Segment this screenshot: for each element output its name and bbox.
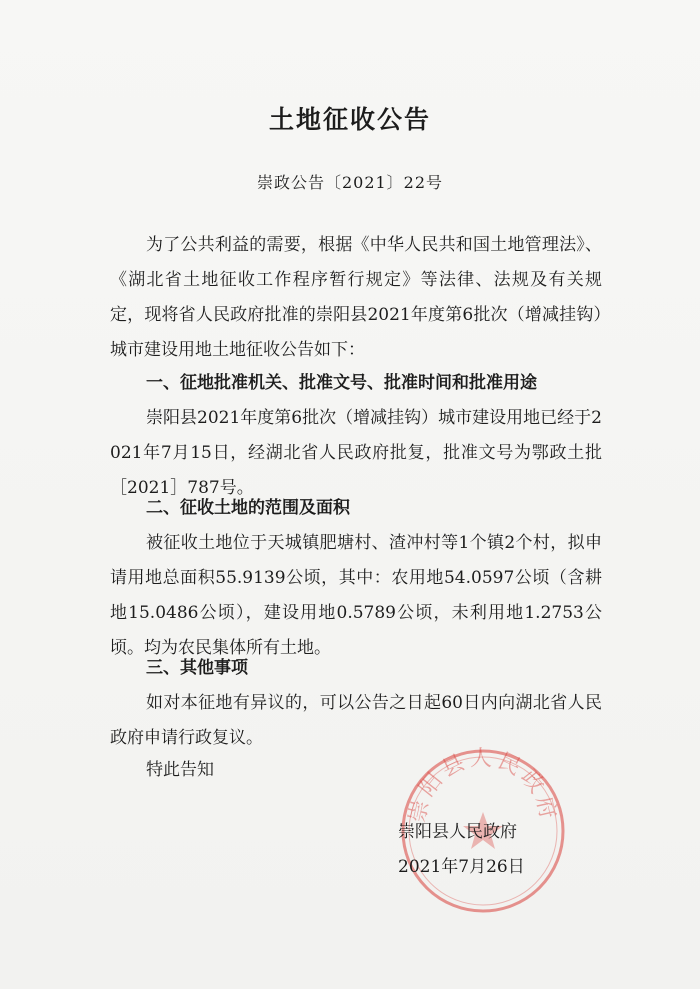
closing-text: 特此告知 [146,760,214,780]
section-3-heading: 三、其他事项 [146,658,248,678]
svg-text:崇阳县人民政府: 崇阳县人民政府 [405,746,561,825]
section-1-body: 崇阳县2021年度第6批次（增减挂钩）城市建设用地已经于2021年7月15日，经湖北省人民政府批复，批准文号为鄂政土批［2021］787号。 [110,408,602,498]
section-2-heading: 二、征收土地的范围及面积 [146,498,350,518]
section-2-body: 被征收土地位于天城镇肥塘村、渣冲村等1个镇2个村，拟申请用地总面积55.9139公顷，其中：农用地54.0597公顷（含耕地15.0486公顷），建设用地0.5789公顷，未利用地1.2753公顷。均为农民集体所有土地。 [110,533,602,658]
document-number: 崇政公告〔2021〕22号 [256,173,444,192]
signature-date: 2021年7月26日 [398,857,525,877]
section-1-heading: 一、征地批准机关、批准文号、批准时间和批准用途 [146,373,537,393]
document-title: 土地征收公告 [268,105,431,134]
signature-organization: 崇阳县人民政府 [398,822,517,842]
intro-paragraph: 为了公共利益的需要，根据《中华人民共和国土地管理法》、《湖北省土地征收工作程序暂行规定》等法律、法规及有关规定，现将省人民政府批准的崇阳县2021年度第6批次（增减挂钩）城市建设用地土地征收公告如下： [110,235,602,360]
section-3-body: 如对本征地有异议的，可以公告之日起60日内向湖北省人民政府申请行政复议。 [110,693,602,748]
